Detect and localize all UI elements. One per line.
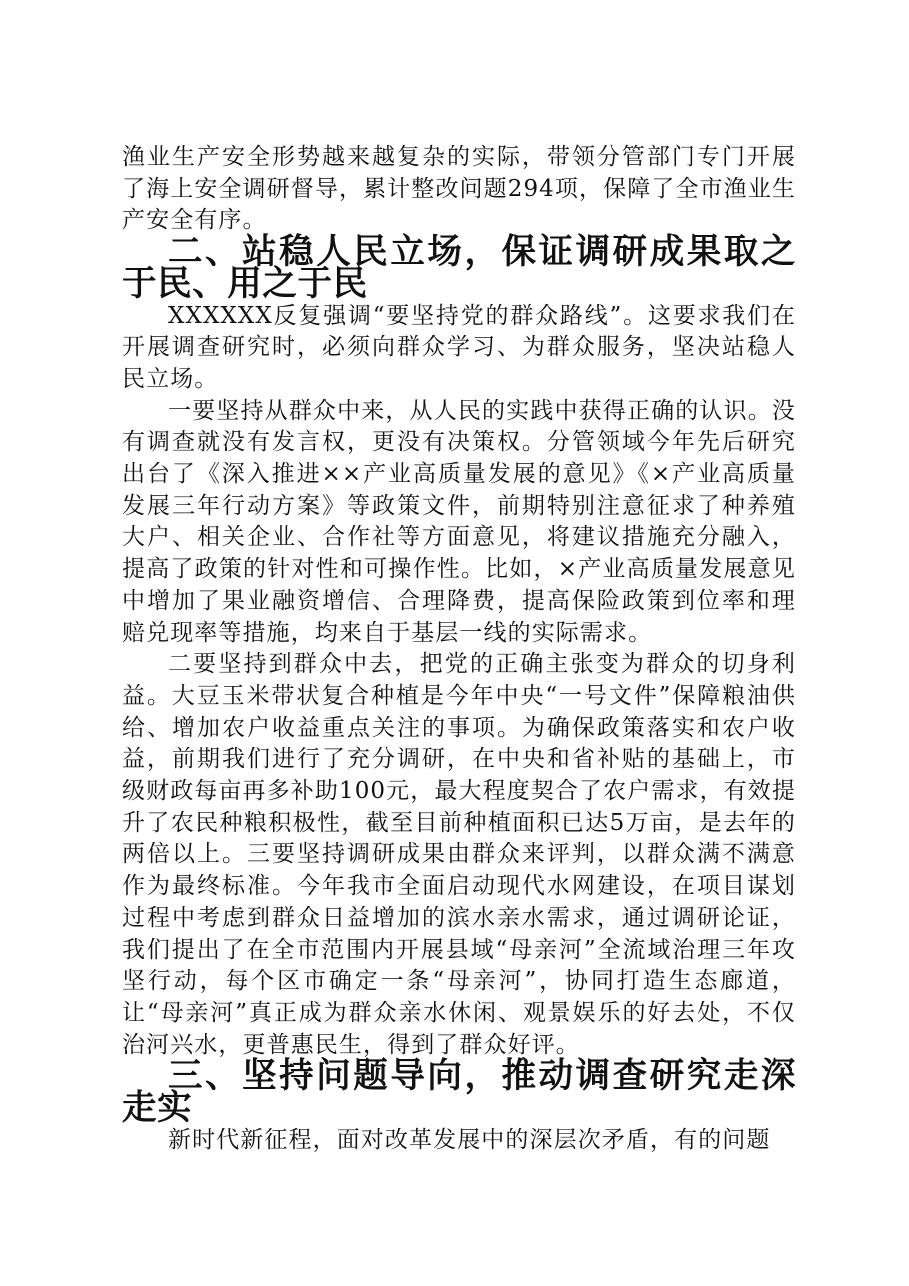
paragraph-new-era: 新时代新征程，面对改革发展中的深层次矛盾，有的问题 — [168, 1126, 771, 1153]
document-body — [122, 142, 796, 1157]
paragraph-mass-line: XXXXXX反复强调“要坚持党的群众路线”。这要求我们在开展调查研究时，必须向群众学习、为群众服务，坚决站稳人民立场。 — [122, 302, 796, 392]
paragraph-fishery-safety: 渔业生产安全形势越来越复杂的实际，带领分管部门专门开展了海上安全调研督导，累计整改问题294项，保障了全市渔业生产安全有序。 — [122, 144, 796, 234]
section-heading-people-stance: 二、站稳人民立场，保证调研成果取之于民、用之于民 — [122, 232, 796, 304]
paragraph-to-masses: 二要坚持到群众中去，把党的正确主张变为群众的切身利益。大豆玉米带状复合种植是今年中央“一号文件”保障粮油供给、增加农户收益重点关注的事项。为确保政策落实和农户收益，前期我们进行了充分调研，在中央和省补贴的基础上，市级财政每亩再多补助100元，最大程度契合了农户需求，有效提升了农民种粮积极性，截至目前种植面积已达5万亩，是去年的两倍以上。三要坚持调研成果由群众来评判，以群众满不满意作为最终标准。今年我市全面启动现代水网建设，在项目谋划过程中考虑到群众日益增加的滨水亲水需求，通过调研论证，我们提出了在全市范围内开展县域“母亲河”全流域治理三年攻坚行动，每个区市确定一条“母亲河”，协同打造生态廊道，让“母亲河”真正成为群众亲水休闲、观景娱乐的好去处，不仅治河兴水，更普惠民生，得到了群众好评。 — [122, 651, 796, 1058]
paragraph-from-masses: 一要坚持从群众中来，从人民的实践中获得正确的认识。没有调查就没有发言权，更没有决策权。分管领域今年先后研究出台了《深入推进××产业高质量发展的意见》《×产业高质量发展三年行动方案》等政策文件，前期特别注意征求了种养殖大户、相关企业、合作社等方面意见，将建议措施充分融入，提高了政策的针对性和可操作性。比如，×产业高质量发展意见中增加了果业融资增信、合理降费，提高保险政策到位率和理赔兑现率等措施，均来自于基层一线的实际需求。 — [122, 397, 796, 646]
section-heading-problem-orientation: 三、坚持问题导向，推动调查研究走深走实 — [122, 1056, 796, 1129]
